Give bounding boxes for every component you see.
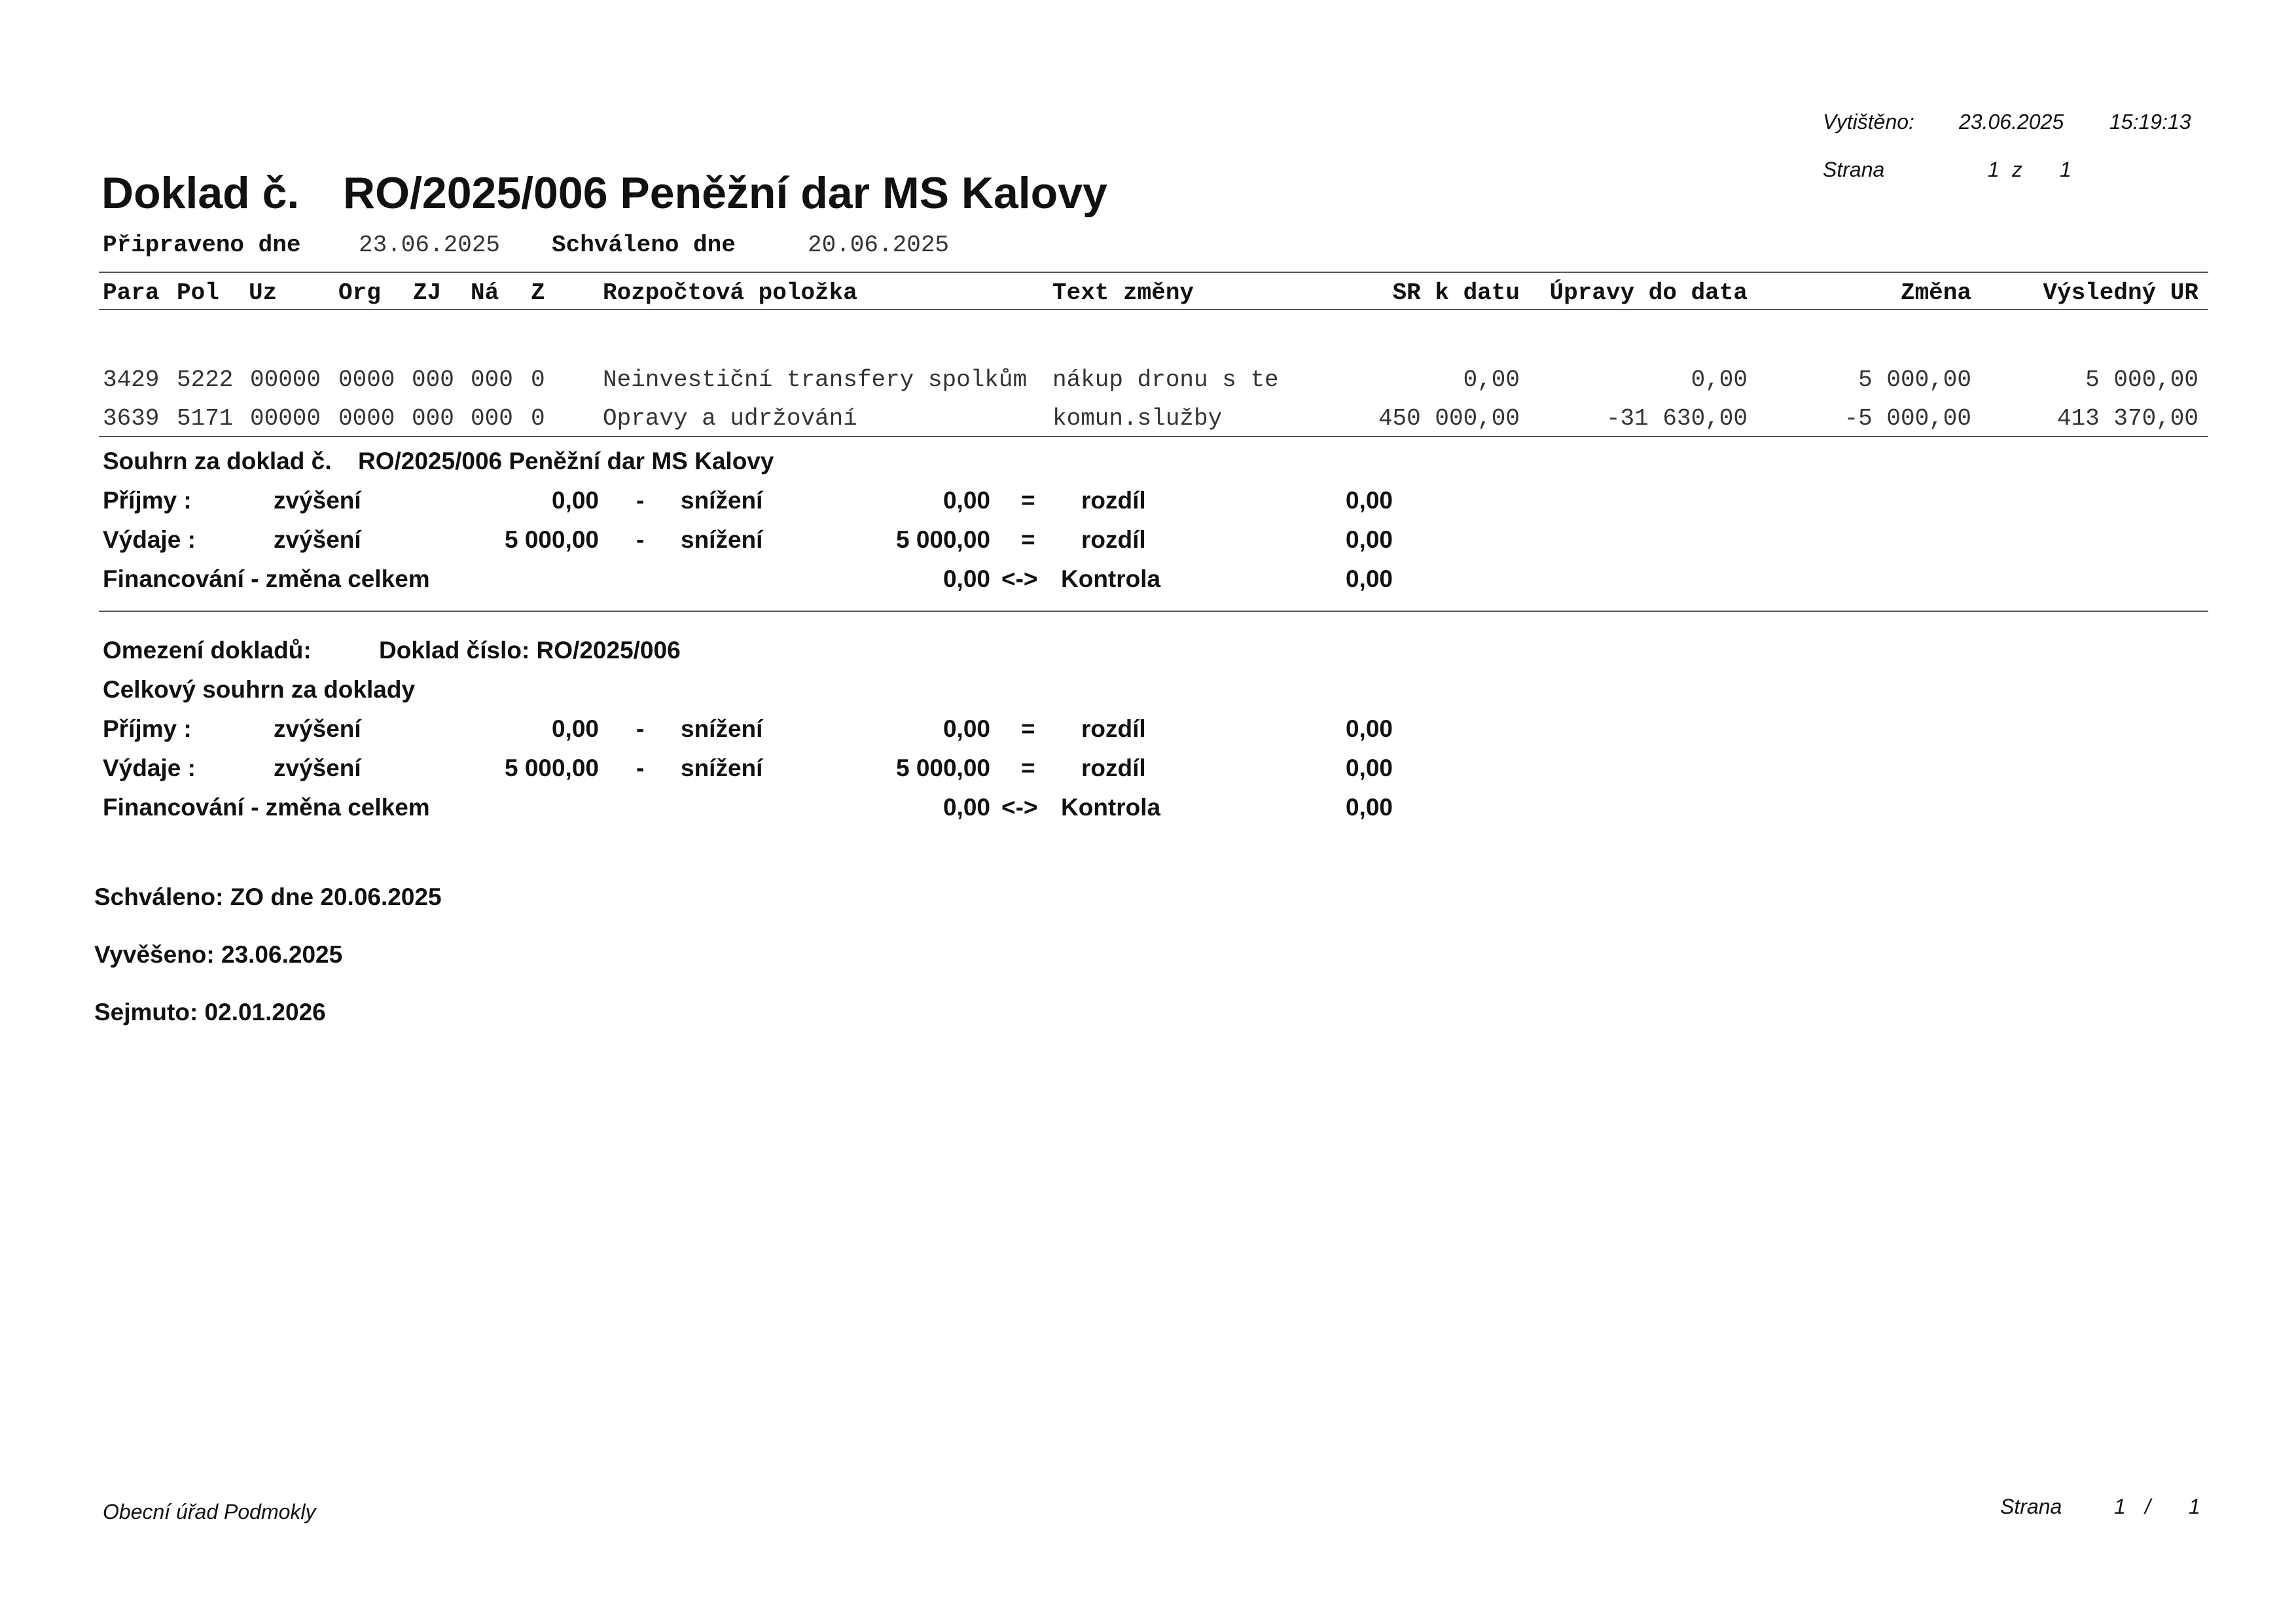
col-zj: ZJ xyxy=(413,279,442,306)
total-income-decrease: 0,00 xyxy=(942,715,990,742)
cell-change: -5 000,00 xyxy=(1844,405,1971,432)
summary-expense-diff: 0,00 xyxy=(1345,526,1393,553)
total-income-increase-label: zvýšení xyxy=(274,715,361,742)
cell-uz: 00000 xyxy=(250,405,321,432)
col-sr-to-date: SR k datu xyxy=(1392,279,1520,306)
cell-adjustments: -31 630,00 xyxy=(1605,405,1748,432)
col-org: Org xyxy=(338,279,381,306)
col-change-text: Text změny xyxy=(1052,279,1194,306)
cell-z: 0 xyxy=(531,405,545,432)
summary-control-value: 0,00 xyxy=(1345,565,1393,592)
total-control-label: Kontrola xyxy=(1061,794,1161,821)
col-budget-item: Rozpočtová položka xyxy=(603,279,857,306)
summary-financing-value: 0,00 xyxy=(942,565,990,592)
total-expense-decrease: 5 000,00 xyxy=(895,755,990,781)
total-income-increase: 0,00 xyxy=(551,715,599,742)
summary-rule xyxy=(99,611,2208,612)
cell-adjustments: 0,00 xyxy=(1691,366,1748,393)
summary-income-decrease-label: snížení xyxy=(681,487,763,514)
page-current: 1 xyxy=(1988,158,2000,181)
total-expense-increase: 5 000,00 xyxy=(504,755,599,781)
footer-page-current: 1 xyxy=(2114,1495,2126,1518)
cell-budget-item: Opravy a udržování xyxy=(603,405,857,432)
summary-expense-label: Výdaje : xyxy=(103,526,196,553)
approved-label: Schváleno dne xyxy=(552,232,736,259)
cell-change: 5 000,00 xyxy=(1858,366,1971,393)
summary-income-equals: = xyxy=(1021,487,1035,514)
total-expense-equals: = xyxy=(1021,755,1035,781)
summary-income-increase: 0,00 xyxy=(551,487,599,514)
total-income-diff: 0,00 xyxy=(1345,715,1393,742)
summary-arrow: <-> xyxy=(1001,565,1038,592)
approved-note: Schváleno: ZO dne 20.06.2025 xyxy=(94,883,442,910)
summary-income-minus: - xyxy=(636,487,645,514)
total-expense-label: Výdaje : xyxy=(103,755,196,781)
cell-na: 000 xyxy=(471,366,513,393)
cell-zj: 000 xyxy=(412,366,454,393)
col-z: Z xyxy=(531,279,545,306)
cell-na: 000 xyxy=(471,405,513,432)
total-expense-decrease-label: snížení xyxy=(681,755,763,781)
summary-control-label: Kontrola xyxy=(1061,565,1161,592)
summary-title: RO/2025/006 Peněžní dar MS Kalovy xyxy=(358,448,774,474)
printed-time: 15:19:13 xyxy=(2109,110,2191,134)
col-uz: Uz xyxy=(249,279,278,306)
total-income-equals: = xyxy=(1021,715,1035,742)
summary-income-diff-label: rozdíl xyxy=(1081,487,1146,514)
total-control-value: 0,00 xyxy=(1345,794,1393,821)
footer-page-total: 1 xyxy=(2189,1495,2200,1518)
cell-uz: 00000 xyxy=(250,366,321,393)
summary-expense-decrease: 5 000,00 xyxy=(895,526,990,553)
summary-title-prefix: Souhrn za doklad č. xyxy=(103,448,332,474)
total-financing-value: 0,00 xyxy=(942,794,990,821)
footer-page-separator: / xyxy=(2145,1495,2151,1518)
summary-expense-minus: - xyxy=(636,526,645,553)
table-top-rule xyxy=(99,272,2208,273)
summary-income-increase-label: zvýšení xyxy=(274,487,361,514)
footer-office: Obecní úřad Podmokly xyxy=(103,1500,316,1524)
summary-expense-increase: 5 000,00 xyxy=(504,526,599,553)
col-change: Změna xyxy=(1900,279,1971,306)
restriction-label: Omezení dokladů: xyxy=(103,637,312,664)
summary-income-label: Příjmy : xyxy=(103,487,192,514)
cell-sr-to-date: 0,00 xyxy=(1463,366,1520,393)
cell-result-ur: 5 000,00 xyxy=(2085,366,2198,393)
col-adjustments: Úpravy do data xyxy=(1549,279,1748,306)
total-income-diff-label: rozdíl xyxy=(1081,715,1146,742)
summary-expense-decrease-label: snížení xyxy=(681,526,763,553)
cell-change-text: nákup dronu s te xyxy=(1052,366,1279,393)
posted-note: Vyvěšeno: 23.06.2025 xyxy=(94,941,343,968)
prepared-label: Připraveno dne xyxy=(103,232,301,259)
total-expense-diff-label: rozdíl xyxy=(1081,755,1146,781)
summary-expense-equals: = xyxy=(1021,526,1035,553)
page-label: Strana xyxy=(1823,158,1885,181)
cell-change-text: komun.služby xyxy=(1052,405,1223,432)
summary-income-decrease: 0,00 xyxy=(942,487,990,514)
col-para: Para xyxy=(103,279,160,306)
cell-para: 3429 xyxy=(103,366,160,393)
removed-note: Sejmuto: 02.01.2026 xyxy=(94,999,326,1026)
document-title: RO/2025/006 Peněžní dar MS Kalovy xyxy=(343,168,1107,218)
col-pol: Pol xyxy=(177,279,219,306)
cell-pol: 5222 xyxy=(177,366,234,393)
total-financing-label: Financování - změna celkem xyxy=(103,794,430,821)
col-na: Ná xyxy=(471,279,499,306)
col-result-ur: Výsledný UR xyxy=(2043,279,2198,306)
table-header-rule xyxy=(99,309,2208,310)
document-title-prefix: Doklad č. xyxy=(101,168,300,218)
total-income-minus: - xyxy=(636,715,645,742)
prepared-date: 23.06.2025 xyxy=(359,232,501,259)
total-arrow: <-> xyxy=(1001,794,1038,821)
cell-org: 0000 xyxy=(338,366,395,393)
total-income-decrease-label: snížení xyxy=(681,715,763,742)
cell-sr-to-date: 450 000,00 xyxy=(1378,405,1520,432)
total-expense-diff: 0,00 xyxy=(1345,755,1393,781)
total-expense-minus: - xyxy=(636,755,645,781)
footer-page-label: Strana xyxy=(2000,1495,2062,1518)
cell-result-ur: 413 370,00 xyxy=(2056,405,2198,432)
summary-expense-diff-label: rozdíl xyxy=(1081,526,1146,553)
total-expense-increase-label: zvýšení xyxy=(274,755,361,781)
printed-label: Vytištěno: xyxy=(1823,110,1914,134)
total-income-label: Příjmy : xyxy=(103,715,192,742)
cell-budget-item: Neinvestiční transfery spolkům xyxy=(603,366,1028,393)
summary-expense-increase-label: zvýšení xyxy=(274,526,361,553)
printed-date: 23.06.2025 xyxy=(1959,110,2064,134)
cell-org: 0000 xyxy=(338,405,395,432)
cell-z: 0 xyxy=(531,366,545,393)
table-bottom-rule xyxy=(99,436,2208,437)
approved-date: 20.06.2025 xyxy=(808,232,950,259)
page-total: 1 xyxy=(2060,158,2072,181)
cell-para: 3639 xyxy=(103,405,160,432)
total-title: Celkový souhrn za doklady xyxy=(103,676,416,703)
restriction-value: Doklad číslo: RO/2025/006 xyxy=(379,637,681,664)
cell-zj: 000 xyxy=(412,405,454,432)
summary-financing-label: Financování - změna celkem xyxy=(103,565,430,592)
cell-pol: 5171 xyxy=(177,405,234,432)
summary-income-diff: 0,00 xyxy=(1345,487,1393,514)
page-of: z xyxy=(2012,158,2022,181)
